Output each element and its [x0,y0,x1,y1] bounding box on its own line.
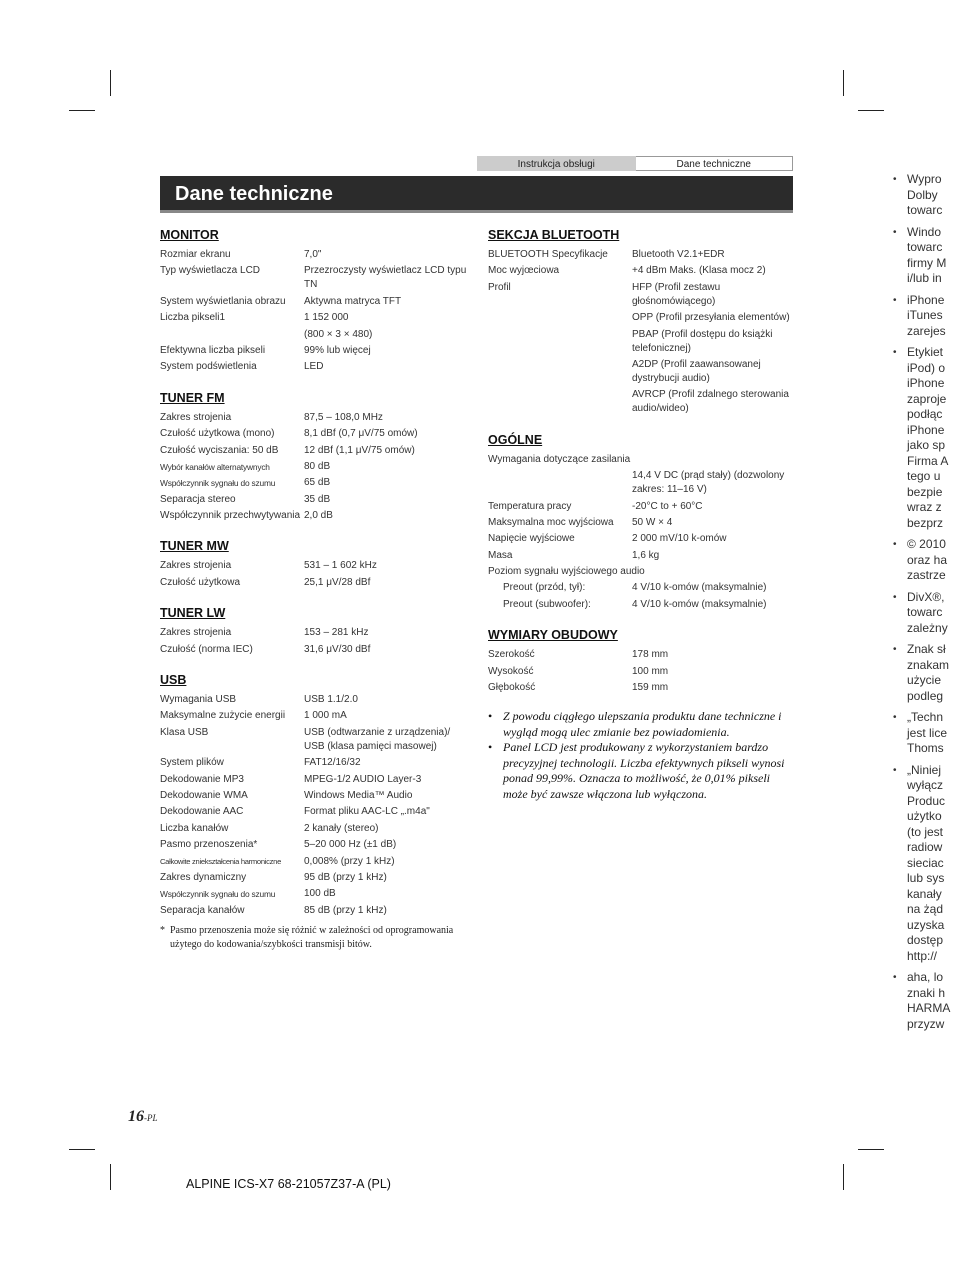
spec-value: 25,1 μV/28 dBf [304,576,371,588]
bullet-icon: • [893,972,897,983]
spec-label: Dekodowanie MP3 [160,773,244,785]
bleed-line: wyłącz [907,778,944,792]
spec-label: Czułość użytkowa [160,576,241,588]
spec-row [160,427,470,441]
section-heading: TUNER LW [160,606,226,621]
bleed-line: użytko [907,809,942,823]
bleed-line: lub sys [907,871,945,885]
spec-value: 99% lub więcej [304,344,371,356]
section-gap [488,419,794,433]
spec-value: 159 mm [632,682,669,694]
spec-label: Czułość użytkowa (mono) [160,428,275,440]
section-heading: SEKCJA BLUETOOTH [488,228,620,242]
bleed-text [907,537,947,584]
bleed-line: Firma A [907,453,949,468]
spec-value: USB 1.1/2.0 [304,694,358,706]
spec-row [160,509,470,523]
note-text: Z powodu ciągłego ulepszania produktu dane techniczne i wygląd mogą ulec zmianie bez powiadomienia. [503,709,782,739]
bleed-line: Wypro [907,172,942,186]
bleed-line: iPhone [907,422,945,437]
spec-label: Wymagania USB [160,694,237,706]
page-title: Dane techniczne [175,183,333,205]
spec-label: Zakres strojenia [160,560,232,572]
spec-label: BLUETOOTH Specyfikacje [488,249,608,260]
spec-label: Poziom sygnału wyjściowego audio [488,566,645,578]
spec-value: 100 mm [632,665,669,677]
spec-label: Dekodowanie WMA [160,789,248,801]
spec-label: Liczba kanałów [160,822,229,834]
spec-label: Zakres strojenia [160,411,232,423]
crop-mark [69,1149,95,1150]
spec-label: Preout (subwoofer): [503,598,591,610]
spec-value: 2 000 mV/10 k-omów [632,533,727,545]
bleed-line: iPhone [907,292,945,307]
spec-label: Zakres dynamiczny [160,871,247,883]
bleed-item [893,710,954,757]
spec-label: Profil [488,281,511,293]
page-number-suffix: -PL [144,1113,158,1123]
spec-value: 85 dB (przy 1 kHz) [304,904,387,916]
bleed-line: znakam [907,657,950,672]
spec-label [160,328,304,342]
bleed-line: dostęp [907,933,944,947]
page-number [128,1108,158,1126]
spec-row [160,444,470,458]
spec-value: 35 dB [304,493,331,505]
spec-value: 12 dBf (1,1 μV/75 omów) [304,444,415,456]
bullet-icon: • [893,226,897,238]
spec-label [488,328,632,356]
bleed-line: Etykiet [907,345,944,359]
section-heading: WYMIARY OBUDOWY [488,628,618,643]
spec-row [160,311,470,325]
adjacent-page-bleed [893,172,954,1038]
bleed-line: DivX®, [907,589,945,604]
spec-label: Maksymalna moc wyjściowa [488,516,614,528]
spec-row [160,493,470,507]
spec-value: 31,6 μV/30 dBf [304,643,371,655]
spec-label: Preout (przód, tył): [503,582,586,594]
spec-row [160,887,470,901]
spec-label: Masa [488,549,513,561]
spec-label: Głębokość [488,682,536,694]
spec-value: 1,6 kg [632,549,660,561]
note-item [488,740,794,802]
bleed-text [907,225,946,287]
spec-row [488,469,794,497]
bleed-line: „Techn [907,710,944,724]
spec-value: 178 mm [632,649,669,661]
section-tabs [477,156,793,171]
spec-value: OPP (Profil przesyłania elementów) [632,312,790,324]
section-heading: MONITOR [160,228,219,242]
spec-label: Moc wyjœciowa [488,265,560,277]
bleed-line: radiow [907,840,943,854]
bleed-item [893,590,954,637]
spec-label: Separacja stereo [160,493,236,505]
spec-value: 2,0 dB [304,510,333,522]
spec-row [160,773,470,787]
bleed-line: firmy M [907,255,947,270]
bleed-line: http:// [907,948,938,963]
spec-row [160,855,470,869]
spec-row [160,295,470,309]
spec-row [160,871,470,885]
bleed-item [893,293,954,340]
spec-row [488,311,794,325]
bleed-line: aha, lo [907,970,944,984]
footer-code: ALPINE ICS-X7 68-21057Z37-A (PL) [186,1177,391,1191]
bleed-text [907,642,949,704]
bleed-line: (to jest [907,824,944,839]
bleed-item [893,537,954,584]
spec-row [488,453,794,467]
spec-label: Wybór kanałów alternatywnych [160,461,270,472]
bleed-line: na żąd [907,902,944,916]
footnote-mark: * [160,924,165,936]
section-heading: TUNER MW [160,539,229,554]
tab-instrukcja: Instrukcja obsługi [477,156,636,171]
bleed-line: zależny [907,620,948,635]
spec-value: LED [304,361,324,373]
spec-label: Wysokość [488,665,534,677]
spec-label [488,311,632,325]
spec-value: MPEG-1/2 AUDIO Layer-3 [304,773,422,785]
spec-label: Liczba pikseli1 [160,312,226,324]
spec-value: 1 152 000 [304,312,349,324]
spec-value: 8,1 dBf (0,7 μV/75 omów) [304,428,418,440]
spec-value: Windows Media™ Audio [304,789,413,801]
bleed-line: towarc [907,240,943,254]
bleed-text [907,293,946,340]
bullet-icon: • [488,740,493,755]
spec-value: AVRCP (Profil zdalnego sterowania audio/wideo) [632,389,789,415]
spec-row [160,709,470,723]
spec-row [160,360,470,374]
spec-value: 7,0" [304,249,322,260]
spec-label: Temperatura pracy [488,500,572,512]
crop-mark [110,1164,111,1190]
spec-row [488,532,794,546]
bleed-line: Windo [907,224,942,239]
spec-value: 100 dB [304,888,336,900]
spec-row [488,681,794,695]
spec-value: 87,5 – 108,0 MHz [304,411,383,423]
section-gap [160,377,470,391]
spec-label: Typ wyświetlacza LCD [160,265,261,277]
bleed-item [893,172,954,219]
spec-label: Maksymalne zużycie energii [160,710,286,722]
spec-value: 65 dB [304,477,331,489]
bleed-text [907,172,942,219]
spec-value: 50 W × 4 [632,516,673,528]
spec-row [160,756,470,770]
spec-label: Całkowite zniekształcenia harmoniczne [160,856,282,866]
bleed-line: towarc [907,203,943,217]
spec-label: Współczynnik sygnału do szumu [160,889,276,900]
bleed-line: „Niniej [907,762,942,777]
spec-value: HFP (Profil zestawu głośnomówiącego) [632,281,721,307]
spec-value: +4 dBm Maks. (Klasa mocz 2) [632,265,766,277]
bullet-icon: • [893,644,897,655]
spec-row [160,460,470,474]
spec-label [488,388,632,416]
section-gap [160,659,470,673]
spec-row [488,328,794,356]
section-gap [160,525,470,539]
spec-value: (800 × 3 × 480) [304,328,373,340]
bleed-line: Znak sł [907,642,946,656]
spec-row [488,665,794,679]
spec-label: Wymagania dotyczące zasilania [488,453,631,465]
spec-label: Separacja kanałów [160,904,245,916]
spec-label [488,469,632,497]
bleed-line: iPhone [907,376,945,390]
section-heading: TUNER FM [160,390,225,405]
footnote [160,924,470,952]
spec-value: 4 V/10 k-omów (maksymalnie) [632,598,767,610]
spec-row [160,476,470,490]
bleed-line: przyzw [907,1016,945,1031]
bleed-text [907,345,948,531]
spec-row [488,358,794,386]
spec-row [488,281,794,309]
tab-dane-techniczne: Dane techniczne [636,156,794,171]
spec-value: 2 kanały (stereo) [304,822,379,834]
spec-label: System podświetlenia [160,361,257,373]
spec-row [488,500,794,514]
spec-row [488,248,794,262]
bullet-icon: • [488,709,493,724]
bleed-line: HARMA [907,1001,951,1015]
spec-row [160,693,470,707]
spec-label: Współczynnik przechwytywania [160,510,301,522]
bleed-line: uzyska [907,917,945,932]
bleed-line: Thoms [907,741,944,755]
bleed-line: podleg [907,688,944,703]
spec-row [488,581,794,595]
spec-label: Rozmiar ekranu [160,249,231,260]
left-column [160,228,470,952]
spec-value: Aktywna matryca TFT [304,295,402,307]
spec-row [488,549,794,563]
bleed-item [893,970,954,1032]
bleed-line: wraz z [907,500,942,514]
bleed-text [907,710,947,757]
spec-value: USB (odtwarzanie z urządzenia)/ USB (klasa pamięci masowej) [304,726,451,752]
section-heading: USB [160,673,187,688]
spec-row [160,805,470,819]
bullet-icon: • [893,294,897,306]
bleed-line: i/lub in [907,271,942,285]
spec-row [160,411,470,425]
crop-mark [110,70,111,96]
section-gap [160,592,470,606]
bleed-line: podłąc [907,407,943,421]
bleed-line: oraz ha [907,552,948,567]
spec-label: Czułość wyciszania: 50 dB [160,444,279,456]
bullet-icon: • [893,347,897,358]
spec-label: Czułość (norma IEC) [160,643,253,655]
spec-value: 0,008% (przy 1 kHz) [304,855,395,867]
spec-row [160,838,470,852]
spec-value: 153 – 281 kHz [304,627,369,639]
notes-list [488,709,794,802]
crop-mark [69,110,95,111]
spec-label [488,358,632,386]
spec-label: Klasa USB [160,726,209,738]
spec-row [160,576,470,590]
bleed-line: zastrze [907,568,946,582]
bullet-icon: • [893,591,897,603]
bleed-line: towarc [907,605,943,619]
spec-row [488,388,794,416]
bleed-line: kanały [907,886,942,901]
spec-label: Pasmo przenoszenia* [160,839,258,851]
bullet-icon: • [893,539,897,550]
bleed-line: zarejes [907,323,946,338]
spec-value: 95 dB (przy 1 kHz) [304,871,387,883]
bullet-icon: • [893,712,897,723]
bleed-line: sieciac [907,855,944,870]
spec-label: Efektywna liczba pikseli [160,344,266,356]
section-heading: OGÓLNE [488,432,543,447]
bleed-line: zaproje [907,391,947,406]
note-text: Panel LCD jest produkowany z wykorzystaniem bardzo precyzyjnej technologii. Liczba efektywnych pikseli wynosi ponad 99,99%. Oznacza to możliwość, że 0,01% pikseli może być zawsze włączona lub wyłączona. [503,740,785,801]
spec-label: Dekodowanie AAC [160,806,244,818]
spec-row [488,648,794,662]
spec-value: Bluetooth V2.1+EDR [632,249,725,260]
crop-mark [858,1149,884,1150]
bleed-item [893,642,954,704]
spec-value: PBAP (Profil dostępu do książki telefonicznej) [632,328,773,354]
spec-value: A2DP (Profil zaawansowanej dystrybucji audio) [632,358,761,384]
spec-row [160,726,470,754]
spec-label: System plików [160,757,224,769]
spec-row [488,516,794,530]
spec-row [160,643,470,657]
spec-value: 80 dB [304,460,331,472]
spec-value: FAT12/16/32 [304,757,361,769]
spec-label: Napięcie wyjściowe [488,533,575,545]
bleed-line: bezpie [907,484,943,499]
spec-value: -20°C to + 60°C [632,500,703,512]
spec-label: System wyświetlania obrazu [160,295,286,307]
spec-row [160,789,470,803]
bleed-text [907,763,945,965]
bleed-line: jest lice [907,725,948,740]
title-bar [160,176,793,213]
bleed-line: iTunes [907,308,943,322]
bleed-text [907,590,948,637]
crop-mark [843,70,844,96]
spec-label: Zakres strojenia [160,627,232,639]
bleed-line: tego u [907,469,941,483]
crop-mark [858,110,884,111]
bleed-item [893,225,954,287]
bullet-icon: • [893,764,897,776]
spec-label: Szerokość [488,649,535,661]
spec-row [160,264,470,292]
bleed-line: użycie [907,673,942,687]
spec-row [160,822,470,836]
bleed-line: Produc [907,793,946,808]
right-column [488,228,794,802]
spec-value: 531 – 1 602 kHz [304,560,377,572]
spec-label: Współczynnik sygnału do szumu [160,478,276,489]
spec-row [488,264,794,278]
bleed-line: znaki h [907,985,946,1000]
spec-row [488,565,794,579]
page-number-value: 16 [128,1108,144,1125]
spec-row [160,344,470,358]
spec-row [160,559,470,573]
note-item [488,709,794,740]
bleed-line: bezprz [907,515,944,530]
bleed-text [907,970,950,1032]
bleed-line: © 2010 [907,537,946,551]
spec-value: Format pliku AAC-LC „.m4a" [304,806,430,818]
bleed-line: Dolby [907,187,938,202]
spec-value: 1 000 mA [304,710,347,722]
footnote-text: Pasmo przenoszenia może się różnić w zależności od oprogramowania użytego do kodowania/szybkości transmisji bitów. [170,924,454,950]
bleed-line: iPod) o [907,360,946,375]
spec-value: Przezroczysty wyświetlacz LCD typu TN [304,265,467,291]
spec-row [160,328,470,342]
section-gap [488,614,794,628]
spec-value: 4 V/10 k-omów (maksymalnie) [632,582,767,594]
spec-value: 14,4 V DC (prąd stały) (dozwolony zakres: 11–16 V) [632,470,785,496]
bullet-icon: • [893,174,897,185]
bleed-item [893,345,954,531]
bleed-item [893,763,954,965]
spec-row [160,904,470,918]
bleed-line: jako sp [907,438,946,452]
crop-mark [843,1164,844,1190]
spec-row [160,626,470,640]
spec-row [488,598,794,612]
spec-value: 5–20 000 Hz (±1 dB) [304,839,397,851]
spec-row [160,248,470,262]
